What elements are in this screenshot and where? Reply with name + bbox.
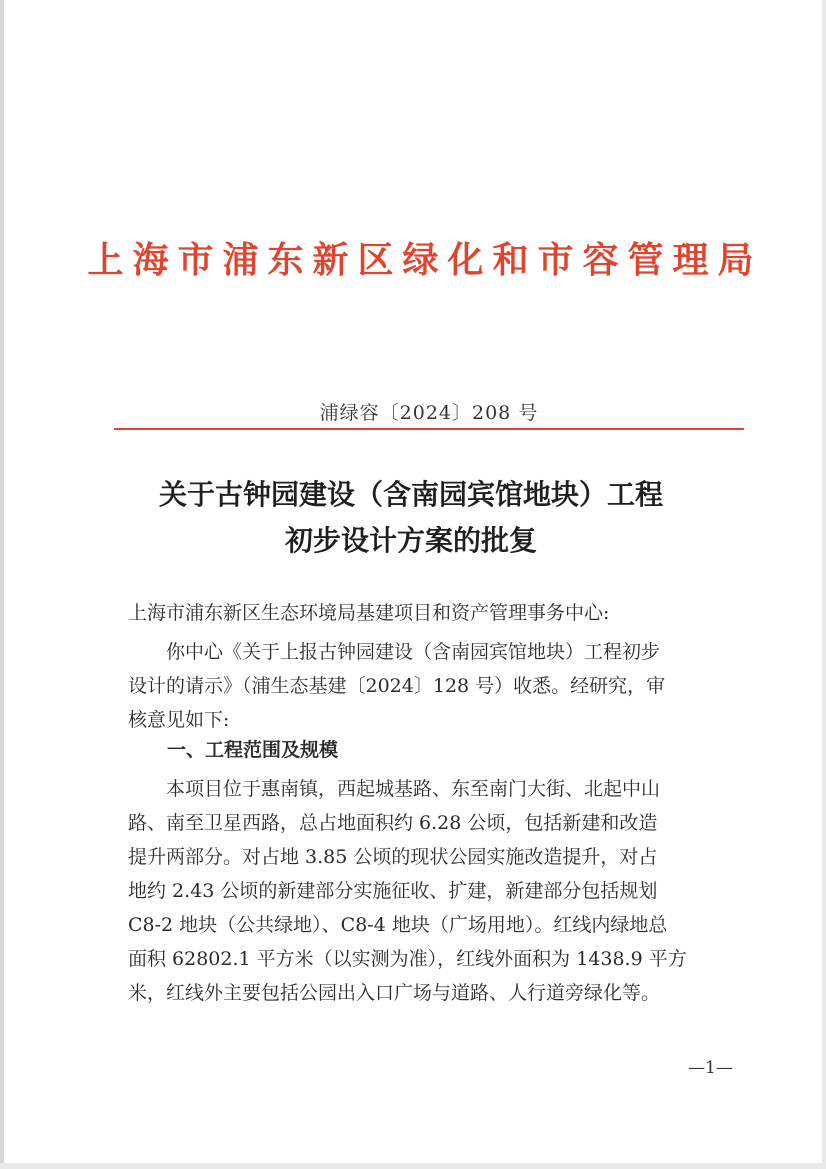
subject-title-line-1: 关于古钟园建设（含南园宾馆地块）工程	[158, 478, 663, 511]
page-edge	[0, 0, 4, 1163]
paragraph-2-line: 米，红线外主要包括公园出入口广场与道路、人行道旁绿化等。	[128, 982, 661, 1004]
subject-title-line-2: 初步设计方案的批复	[284, 524, 537, 557]
section-heading: 一、工程范围及规模	[167, 739, 339, 761]
paragraph-1-line: 你中心《关于上报古钟园建设（含南园宾馆地块）工程初步	[166, 641, 661, 663]
paragraph-2-line: 路、南至卫星西路，总占地面积约 6.28 公顷，包括新建和改造	[128, 812, 658, 834]
page-number: —1—	[688, 1058, 733, 1078]
paragraph-2	[128, 774, 748, 1014]
red-divider-line	[114, 428, 744, 430]
document-number: 浦绿容〔2024〕208 号	[319, 402, 539, 424]
paragraph-2-line: 本项目位于惠南镇，西起城基路、东至南门大街、北起中山	[166, 778, 661, 800]
agency-title: 上海市浦东新区绿化和市容管理局	[87, 240, 763, 281]
paragraph-2-line: 地约 2.43 公顷的新建部分实施征收、扩建，新建部分包括规划	[128, 880, 658, 902]
paragraph-1-line: 设计的请示》（浦生态基建〔2024〕128 号）收悉。经研究，审	[128, 675, 666, 697]
subject-title	[40, 472, 782, 564]
paragraph-2-line: 提升两部分。对占地 3.85 公顷的现状公园实施改造提升，对占	[128, 846, 658, 868]
paragraph-2-line: 面积 62802.1 平方米（以实测为准），红线外面积为 1438.9 平方	[128, 948, 687, 970]
addressee: 上海市浦东新区生态环境局基建项目和资产管理事务中心:	[128, 602, 610, 624]
paragraph-1-line: 核意见如下:	[128, 709, 230, 731]
paragraph-1	[128, 637, 748, 737]
paragraph-2-line: C8-2 地块（公共绿地）、C8-4 地块（广场用地）。红线内绿地总	[128, 914, 668, 936]
